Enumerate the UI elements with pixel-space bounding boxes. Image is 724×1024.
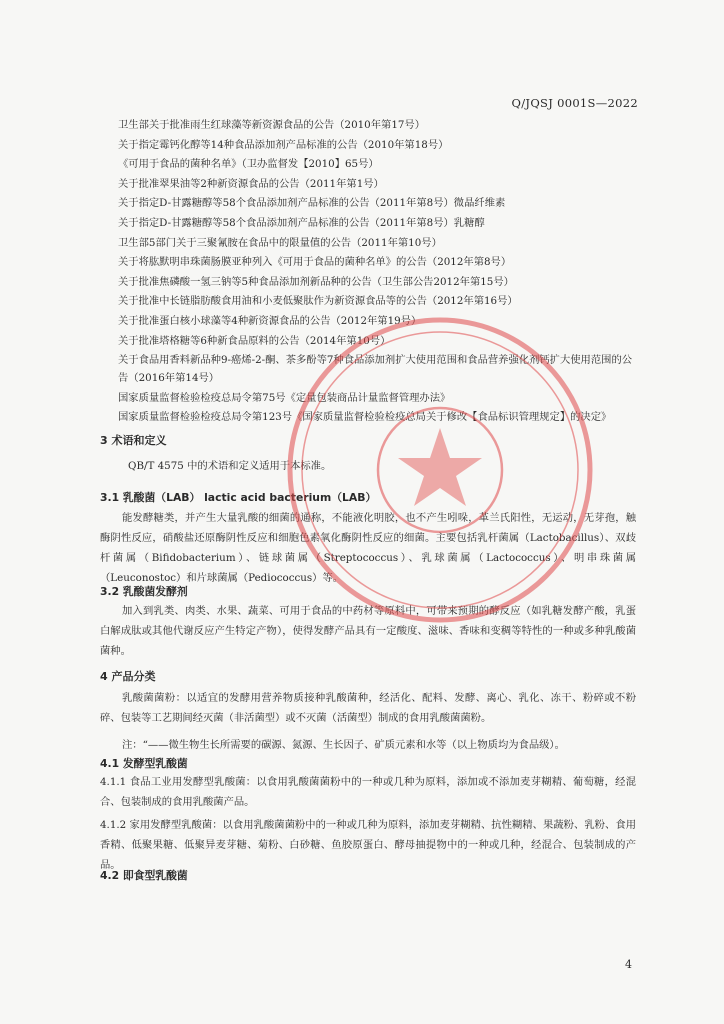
reference-item: 国家质量监督检验检疫总局令第75号《定量包装商品计量监督管理办法》 bbox=[118, 391, 451, 404]
definition-heading-lab: 3.1 乳酸菌（LAB） lactic acid bacterium（LAB） bbox=[100, 491, 377, 504]
reference-list bbox=[118, 116, 638, 428]
definition-heading-starter: 3.2 乳酸菌发酵剂 bbox=[100, 585, 188, 598]
product-note: 注：“——微生物生长所需要的碳源、氮源、生长因子、矿质元素和水等（以上物质均为食品级）。 bbox=[122, 739, 565, 751]
reference-item: 关于指定D-甘露糖醇等58个食品添加剂产品标准的公告（2011年第8号）乳糖醇 bbox=[118, 216, 485, 229]
clause-4-1-1: 4.1.1 食品工业用发酵型乳酸菌：以食用乳酸菌菌粉中的一种或几种为原料，添加或不添加麦芽糊精、葡萄糖，经混合、包装制成的食用乳酸菌产品。 bbox=[100, 776, 636, 808]
section-heading-4: 4 产品分类 bbox=[100, 670, 156, 683]
definition-text-starter: 加入到乳类、肉类、水果、蔬菜、可用于食品的中药材等原料中，可带来预期的酵反应（如乳糖发酵产酸，乳蛋白解成肽或其他代谢反应产生特定产物），使得发酵产品具有一定酸度、滋味、香味和变稠等特性的一种或多种乳酸菌菌种。 bbox=[100, 605, 636, 657]
reference-item: 关于批准蛋白核小球藻等4种新资源食品的公告（2012年第19号） bbox=[118, 314, 422, 327]
product-intro: 乳酸菌菌粉：以适宜的发酵用营养物质接种乳酸菌种，经活化、配料、发酵、离心、乳化、冻干、粉碎或不粉碎、包装等工艺期间经灭菌（非活菌型）或不灭菌（活菌型）制成的食用乳酸菌菌粉。 bbox=[100, 692, 636, 724]
reference-item: 《可用于食品的菌种名单》（卫办监督发【2010】65号） bbox=[118, 158, 379, 171]
reference-item: 关于批准焦磷酸一氢三钠等5种食品添加剂新品种的公告（卫生部公告2012年第15号） bbox=[118, 275, 514, 288]
reference-item: 关于将肱默明串珠菌肠膜亚种列入《可用于食品的菌种名单》的公告（2012年第8号） bbox=[118, 256, 512, 269]
reference-item: 关于指定霉钙化醇等14种食品添加剂产品标准的公告（2010年第18号） bbox=[118, 138, 449, 151]
subsection-heading-4-2: 4.2 即食型乳酸菌 bbox=[100, 869, 188, 882]
subsection-heading-4-1: 4.1 发酵型乳酸菌 bbox=[100, 757, 188, 770]
reference-item: 卫生部5部门关于三聚氰胺在食品中的限量值的公告（2011年第10号） bbox=[118, 236, 442, 249]
page-number: 4 bbox=[625, 958, 632, 971]
reference-item: 关于批准塔格糖等6种新食品原料的公告（2014年第10号） bbox=[118, 334, 391, 347]
reference-item: 关于指定D-甘露糖醇等58个食品添加剂产品标准的公告（2011年第8号）微晶纤维素 bbox=[118, 197, 506, 210]
section-heading-3: 3 术语和定义 bbox=[100, 434, 167, 447]
reference-item: 关于批准中长链脂肪酸食用油和小麦低聚肽作为新资源食品等的公告（2012年第16号） bbox=[118, 295, 518, 308]
definition-text-lab: 能发酵糖类，并产生大量乳酸的细菌的通称，不能液化明胶，也不产生吲哚，革兰氏阳性，无运动，无芽孢，触酶阴性反应，硝酸盐还原酶阴性反应和细胞色素氧化酶阴性反应的细菌。主要包括乳杆菌属（Lactobacillus）、双歧杆菌属（Bifidobacterium）、链球菌属（Streptococcus）、乳球菌属（Lactococcus）、明串珠菌属（Leuconostoc）和片球菌属（Pediococcus）等。 bbox=[100, 512, 636, 584]
reference-item: 关于批准翠果油等2种新资源食品的公告（2011年第1号） bbox=[118, 177, 384, 190]
reference-item: 国家质量监督检验检疫总局令第123号《国家质量监督检验检疫总局关于修改【食品标识管理规定】的决定》 bbox=[118, 411, 612, 424]
terms-intro: QB/T 4575 中的术语和定义适用于本标准。 bbox=[128, 460, 332, 472]
reference-item: 卫生部关于批准雨生红球藻等新资源食品的公告（2010年第17号） bbox=[118, 119, 426, 131]
reference-item: 关于食品用香料新品种9-癌烯-2-酮、茶多酚等7种食品添加剂扩大使用范围和食品营养强化剂钙扩大使用范围的公告（2016年第14号） bbox=[118, 354, 633, 385]
standard-number: Q/JQSJ 0001S—2022 bbox=[511, 96, 638, 110]
clause-4-1-2: 4.1.2 家用发酵型乳酸菌：以食用乳酸菌菌粉中的一种或几种为原料，添加麦芽糊精、抗性糊精、果蔬粉、乳粉、食用香精、低聚果糖、低聚异麦芽糖、菊粉、白砂糖、鱼胶原蛋白、酵母抽提物中的一种或几种，经混合、包装制成的产品。 bbox=[100, 819, 636, 871]
